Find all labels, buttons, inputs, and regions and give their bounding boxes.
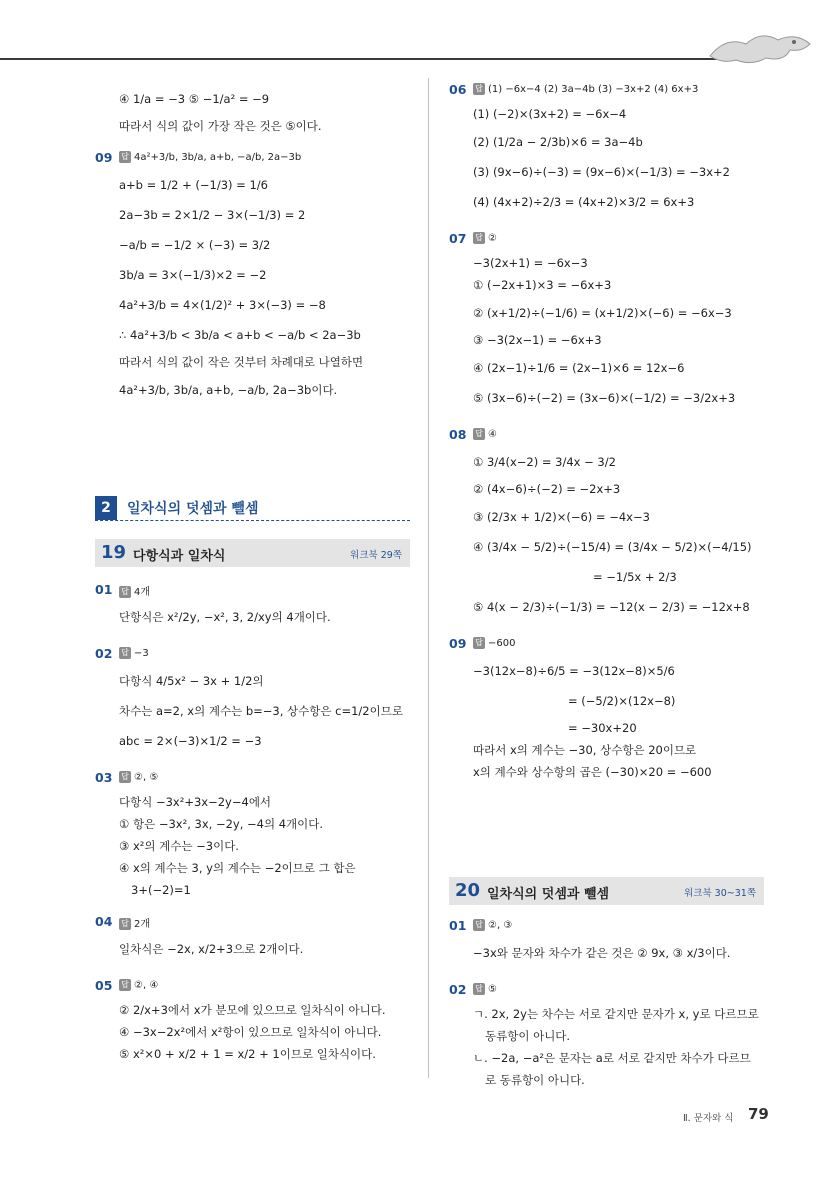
solution-line: 다항식 −3x²+3x−2y−4에서 bbox=[119, 795, 272, 809]
problem-01 bbox=[95, 582, 413, 630]
solution-line: ⑤ x²×0 + x/2 + 1 = x/2 + 1이므로 일차식이다. bbox=[119, 1047, 376, 1061]
answer-text: ②, ④ bbox=[134, 980, 159, 991]
lesson-title: 다항식과 일차식 bbox=[133, 549, 226, 564]
solution-line: 로 동류항이 아니다. bbox=[485, 1073, 585, 1087]
solution-line: (1) (−2)×(3x+2) = −6x−4 bbox=[473, 107, 627, 121]
answer-text: (1) −6x−4 (2) 3a−4b (3) −3x+2 (4) 6x+3 bbox=[488, 84, 699, 95]
problem-09 bbox=[449, 636, 767, 780]
workbook-ref: 워크북 29쪽 bbox=[350, 550, 402, 561]
solution-line: −3(2x+1) = −6x−3 bbox=[473, 256, 588, 270]
solution-line: 동류항이 아니다. bbox=[485, 1029, 571, 1043]
answer-text: ②, ⑤ bbox=[134, 772, 159, 783]
solution-line: −a/b = −1/2 × (−3) = 3/2 bbox=[119, 238, 271, 252]
answer-badge-icon: 답 bbox=[119, 151, 131, 163]
solution-line: 일차식은 −2x, x/2+3으로 2개이다. bbox=[119, 942, 304, 956]
solution-line: ④ 1/a = −3 ⑤ −1/a² = −9 bbox=[119, 92, 270, 106]
solution-line: ③ −3(2x−1) = −6x+3 bbox=[473, 333, 602, 347]
solution-line: 2a−3b = 2×1/2 − 3×(−1/3) = 2 bbox=[119, 208, 306, 222]
solution-line: ④ x의 계수는 3, y의 계수는 −2이므로 그 합은 bbox=[119, 861, 356, 875]
problem-08 bbox=[449, 427, 767, 620]
lesson-header-19 bbox=[95, 539, 410, 567]
answer-badge-icon: 답 bbox=[473, 983, 485, 995]
answer-text: 4a²+3/b, 3b/a, a+b, −a/b, 2a−3b bbox=[134, 152, 302, 163]
solution-line: −3x와 문자와 차수가 같은 것은 ② 9x, ③ x/3이다. bbox=[473, 946, 731, 960]
answer-text: −3 bbox=[134, 648, 149, 659]
workbook-ref: 워크북 30~31쪽 bbox=[684, 888, 756, 899]
answer-text: −600 bbox=[488, 638, 516, 649]
solution-line: 다항식 4/5x² − 3x + 1/2의 bbox=[119, 674, 264, 688]
answer bbox=[119, 647, 149, 659]
problem-07 bbox=[449, 231, 767, 411]
solution-line: (3) (9x−6)÷(−3) = (9x−6)×(−1/3) = −3x+2 bbox=[473, 165, 730, 179]
solution-line: ① (−2x+1)×3 = −6x+3 bbox=[473, 278, 612, 292]
answer-text: 2개 bbox=[134, 919, 151, 930]
solution-line: ④ −3x−2x²에서 x²항이 있으므로 일차식이 아니다. bbox=[119, 1025, 382, 1039]
problem-03 bbox=[95, 770, 413, 898]
solution-line: ① 항은 −3x², 3x, −2y, −4의 4개이다. bbox=[119, 817, 324, 831]
solution-line: ③ x²의 계수는 −3이다. bbox=[119, 839, 239, 853]
left-column bbox=[95, 82, 413, 419]
footer-chapter: Ⅱ. 문자와 식 bbox=[683, 1113, 734, 1124]
answer-badge-icon: 답 bbox=[473, 919, 485, 931]
lesson-number: 19 bbox=[101, 542, 127, 563]
answer bbox=[473, 919, 512, 931]
solution-line: ④ (3/4x − 5/2)÷(−15/4) = (3/4x − 5/2)×(−4/15) bbox=[473, 540, 752, 554]
left-column-lesson19 bbox=[95, 582, 413, 1078]
header-rule bbox=[0, 58, 760, 60]
problem-number: 07 bbox=[449, 231, 467, 246]
problem-number: 08 bbox=[449, 427, 467, 442]
problem-number: 03 bbox=[95, 770, 113, 785]
solution-line: 차수는 a=2, x의 계수는 b=−3, 상수항은 c=1/2이므로 bbox=[119, 704, 403, 718]
answer bbox=[119, 771, 158, 783]
problem-05 bbox=[95, 978, 413, 1062]
answer-badge-icon: 답 bbox=[473, 428, 485, 440]
answer-text: ②, ③ bbox=[488, 920, 513, 931]
solution-line: 따라서 식의 값이 작은 것부터 차례대로 나열하면 bbox=[119, 355, 364, 369]
solution-line: ⑤ 4(x − 2/3)÷(−1/3) = −12(x − 2/3) = −12x+8 bbox=[473, 600, 750, 614]
problem-number: 02 bbox=[449, 982, 467, 997]
answer-badge-icon: 답 bbox=[473, 83, 485, 95]
right-column bbox=[449, 82, 767, 796]
problem-number: 05 bbox=[95, 978, 113, 993]
answer-badge-icon: 답 bbox=[119, 771, 131, 783]
problem-number: 01 bbox=[449, 918, 467, 933]
solution-line: 3+(−2)=1 bbox=[131, 883, 191, 897]
problem-number: 09 bbox=[95, 150, 113, 165]
solution-line: x의 계수와 상수항의 곱은 (−30)×20 = −600 bbox=[473, 765, 712, 779]
answer-text: ② bbox=[488, 233, 497, 244]
solution-line: 3b/a = 3×(−1/3)×2 = −2 bbox=[119, 268, 267, 282]
section-header bbox=[95, 496, 410, 521]
problem-number: 01 bbox=[95, 582, 113, 597]
solution-line: ∴ 4a²+3/b < 3b/a < a+b < −a/b < 2a−3b bbox=[119, 328, 361, 342]
answer-badge-icon: 답 bbox=[473, 232, 485, 244]
answer bbox=[473, 428, 497, 440]
answer bbox=[119, 583, 150, 598]
problem-number: 04 bbox=[95, 914, 113, 929]
solution-line: ④ (2x−1)÷1/6 = (2x−1)×6 = 12x−6 bbox=[473, 361, 685, 375]
solution-line: 4a²+3/b, 3b/a, a+b, −a/b, 2a−3b이다. bbox=[119, 383, 338, 397]
lesson-title: 일차식의 덧셈과 뺄셈 bbox=[487, 887, 610, 902]
answer-badge-icon: 답 bbox=[119, 979, 131, 991]
answer-text: 4개 bbox=[134, 587, 151, 598]
problem-02 bbox=[95, 646, 413, 754]
solution-line: (2) (1/2a − 2/3b)×6 = 3a−4b bbox=[473, 135, 643, 149]
answer bbox=[119, 979, 158, 991]
right-column-lesson20 bbox=[449, 918, 767, 1104]
solution-line: 따라서 x의 계수는 −30, 상수항은 20이므로 bbox=[473, 743, 697, 757]
dragon-icon bbox=[706, 26, 816, 70]
solution-line: ⑤ (3x−6)÷(−2) = (3x−6)×(−1/2) = −3/2x+3 bbox=[473, 391, 736, 405]
solution-line: ③ (2/3x + 1/2)×(−6) = −4x−3 bbox=[473, 510, 650, 524]
answer-text: ④ bbox=[488, 429, 497, 440]
solution-line: = (−5/2)×(12x−8) bbox=[568, 694, 676, 708]
answer bbox=[473, 83, 698, 95]
answer bbox=[119, 151, 301, 163]
answer bbox=[473, 983, 497, 995]
solution-line: a+b = 1/2 + (−1/3) = 1/6 bbox=[119, 178, 268, 192]
problem-20-02 bbox=[449, 982, 767, 1088]
carry-over-solution bbox=[95, 86, 413, 134]
lesson-number: 20 bbox=[455, 880, 481, 901]
problem-06 bbox=[449, 82, 767, 215]
solution-line: 단항식은 x²/2y, −x², 3, 2/xy의 4개이다. bbox=[119, 610, 331, 624]
solution-line: 4a²+3/b = 4×(1/2)² + 3×(−3) = −8 bbox=[119, 298, 326, 312]
solution-line: ② 2/x+3에서 x가 분모에 있으므로 일차식이 아니다. bbox=[119, 1003, 386, 1017]
answer bbox=[473, 232, 497, 244]
section-title: 일차식의 덧셈과 뺄셈 bbox=[127, 501, 259, 517]
solution-line: ① 3/4(x−2) = 3/4x − 3/2 bbox=[473, 455, 616, 469]
solution-line: −3(12x−8)÷6/5 = −3(12x−8)×5/6 bbox=[473, 664, 675, 678]
solution-line: ② (x+1/2)÷(−1/6) = (x+1/2)×(−6) = −6x−3 bbox=[473, 306, 732, 320]
solution-line: (4) (4x+2)÷2/3 = (4x+2)×3/2 = 6x+3 bbox=[473, 195, 695, 209]
lesson-header-20 bbox=[449, 877, 764, 905]
page-number: 79 bbox=[748, 1105, 769, 1123]
problem-20-01 bbox=[449, 918, 767, 966]
answer-badge-icon: 답 bbox=[119, 918, 131, 930]
solution-line: = −30x+20 bbox=[568, 721, 637, 735]
answer bbox=[119, 915, 150, 930]
answer-text: ⑤ bbox=[488, 984, 497, 995]
solution-line: abc = 2×(−3)×1/2 = −3 bbox=[119, 734, 262, 748]
solution-line: ㄱ. 2x, 2y는 차수는 서로 같지만 문자가 x, y로 다르므로 bbox=[473, 1007, 759, 1021]
problem-number: 02 bbox=[95, 646, 113, 661]
problem-number: 06 bbox=[449, 82, 467, 97]
solution-line: ② (4x−6)÷(−2) = −2x+3 bbox=[473, 482, 621, 496]
problem-number: 09 bbox=[449, 636, 467, 651]
answer bbox=[473, 637, 515, 649]
answer-badge-icon: 답 bbox=[119, 586, 131, 598]
problem-04 bbox=[95, 914, 413, 962]
answer-badge-icon: 답 bbox=[473, 637, 485, 649]
solution-line: ㄴ. −2a, −a²은 문자는 a로 서로 같지만 차수가 다르므 bbox=[473, 1051, 751, 1065]
column-divider bbox=[428, 78, 429, 1078]
answer-badge-icon: 답 bbox=[119, 647, 131, 659]
solution-line: = −1/5x + 2/3 bbox=[593, 570, 677, 584]
solution-line: 따라서 식의 값이 가장 작은 것은 ⑤이다. bbox=[119, 119, 322, 133]
problem-09 bbox=[95, 150, 413, 403]
section-number: 2 bbox=[95, 496, 117, 520]
